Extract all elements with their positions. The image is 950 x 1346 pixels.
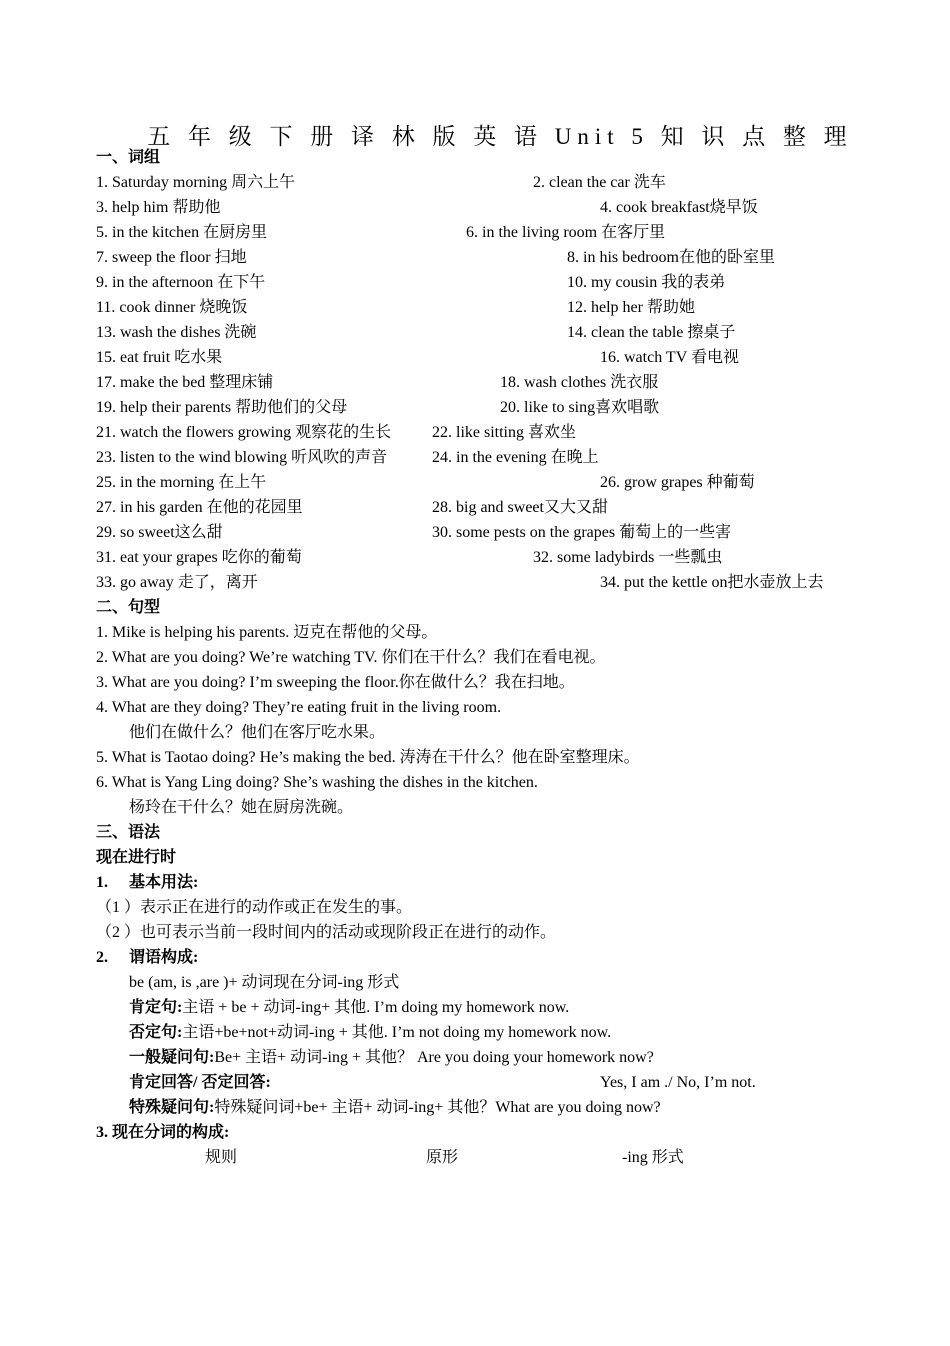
phrase-item: 29. so sweet这么甜 — [96, 524, 223, 541]
structure-label: 肯定回答/ 否定回答: — [129, 1074, 271, 1091]
phrase-item: 12. help her 帮助她 — [567, 299, 695, 316]
grammar-point-label: 3. 现在分词的构成: — [96, 1124, 230, 1141]
phrase-item: 19. help their parents 帮助他们的父母 — [96, 399, 348, 416]
phrase-item: 8. in his bedroom在他的卧室里 — [567, 249, 775, 266]
phrase-item: 28. big and sweet又大又甜 — [432, 499, 608, 516]
phrase-item: 11. cook dinner 烧晚饭 — [96, 299, 248, 316]
phrase-item: 15. eat fruit 吃水果 — [96, 349, 223, 366]
sentence-item: 3. What are you doing? I’m sweeping the floor.你在做什么？我在扫地。 — [96, 674, 575, 691]
section-heading-phrases: 一、词组 — [96, 149, 161, 166]
structure-text: 主语+be+not+动词-ing + 其他. I’m not doing my homework now. — [182, 1024, 612, 1041]
formula: be (am, is ,are )+ 动词现在分词-ing 形式 — [129, 974, 400, 991]
phrase-item: 6. in the living room 在客厅里 — [466, 224, 666, 241]
phrase-item: 1. Saturday morning 周六上午 — [96, 174, 296, 191]
section-heading-sentences: 二、句型 — [96, 599, 161, 616]
phrase-item: 31. eat your grapes 吃你的葡萄 — [96, 549, 302, 566]
structure-text: Be+ 主语+ 动词-ing + 其他？ Are you doing your homework now? — [214, 1049, 654, 1066]
structure-row — [129, 1045, 654, 1070]
phrase-item: 27. in his garden 在他的花园里 — [96, 499, 303, 516]
structure-label: 否定句: — [129, 1024, 183, 1041]
structure-label: 肯定句: — [129, 999, 183, 1016]
phrase-item: 26. grow grapes 种葡萄 — [600, 474, 755, 491]
phrase-item: 2. clean the car 洗车 — [533, 174, 666, 191]
grammar-point-label: 基本用法: — [129, 874, 199, 891]
structure-label: 特殊疑问句: — [129, 1099, 215, 1116]
phrase-item: 23. listen to the wind blowing 听风吹的声音 — [96, 449, 388, 466]
sentence-item: 6. What is Yang Ling doing? She’s washing the dishes in the kitchen. — [96, 774, 538, 791]
table-header-cell: 规则 — [205, 1149, 238, 1166]
sentence-item: 4. What are they doing? They’re eating fruit in the living room. — [96, 699, 502, 716]
structure-row — [129, 995, 569, 1020]
phrase-item: 4. cook breakfast烧早饭 — [600, 199, 758, 216]
phrase-item: 30. some pests on the grapes 葡萄上的一些害 — [432, 524, 732, 541]
structure-label: 一般疑问句: — [129, 1049, 215, 1066]
sentence-translation: 杨玲在干什么？她在厨房洗碗。 — [129, 799, 354, 816]
sentence-item: 5. What is Taotao doing? He’s making the bed. 涛涛在干什么？他在卧室整理床。 — [96, 749, 640, 766]
structure-row — [129, 1020, 611, 1045]
phrase-item: 34. put the kettle on把水壶放上去 — [600, 574, 824, 591]
phrase-item: 21. watch the flowers growing 观察花的生长 — [96, 424, 392, 441]
phrase-item: 22. like sitting 喜欢坐 — [432, 424, 577, 441]
sentence-item: 2. What are you doing? We’re watching TV. 你们在干什么？我们在看电视。 — [96, 649, 606, 666]
table-header-cell: 原形 — [426, 1149, 459, 1166]
structure-text: 特殊疑问词+be+ 主语+ 动词-ing+ 其他？What are you doing now? — [214, 1099, 661, 1116]
phrase-item: 13. wash the dishes 洗碗 — [96, 324, 257, 341]
phrase-item: 20. like to sing喜欢唱歌 — [500, 399, 660, 416]
usage-item: （1 ）表示正在进行的动作或正在发生的事。 — [96, 899, 413, 916]
sentence-translation: 他们在做什么？他们在客厅吃水果。 — [129, 724, 386, 741]
phrase-item: 7. sweep the floor 扫地 — [96, 249, 247, 266]
phrase-item: 24. in the evening 在晚上 — [432, 449, 599, 466]
document-title: 五 年 级 下 册 译 林 版 英 语 Unit 5 知 识 点 整 理 — [147, 124, 853, 149]
phrase-item: 10. my cousin 我的表弟 — [567, 274, 726, 291]
phrase-item: 33. go away 走了，离开 — [96, 574, 258, 591]
structure-row — [129, 1070, 271, 1095]
answer-example: Yes, I am ./ No, I’m not. — [600, 1074, 756, 1091]
grammar-title: 现在进行时 — [96, 849, 177, 866]
table-header-cell: -ing 形式 — [622, 1149, 684, 1166]
phrase-item: 25. in the morning 在上午 — [96, 474, 267, 491]
phrase-item: 5. in the kitchen 在厨房里 — [96, 224, 268, 241]
structure-text: 主语 + be + 动词-ing+ 其他. I’m doing my homework now. — [182, 999, 570, 1016]
phrase-item: 17. make the bed 整理床铺 — [96, 374, 274, 391]
structure-row — [129, 1095, 661, 1120]
grammar-point-number: 2. — [96, 949, 108, 966]
grammar-point-label: 谓语构成: — [129, 949, 199, 966]
phrase-item: 14. clean the table 擦桌子 — [567, 324, 736, 341]
section-heading-grammar: 三、语法 — [96, 824, 161, 841]
usage-item: （2 ）也可表示当前一段时间内的活动或现阶段正在进行的动作。 — [96, 924, 557, 941]
phrase-item: 18. wash clothes 洗衣服 — [500, 374, 659, 391]
sentence-item: 1. Mike is helping his parents. 迈克在帮他的父母。 — [96, 624, 438, 641]
phrase-item: 9. in the afternoon 在下午 — [96, 274, 266, 291]
phrase-item: 32. some ladybirds 一些瓢虫 — [533, 549, 723, 566]
phrase-item: 3. help him 帮助他 — [96, 199, 221, 216]
grammar-point-number: 1. — [96, 874, 108, 891]
phrase-item: 16. watch TV 看电视 — [600, 349, 739, 366]
